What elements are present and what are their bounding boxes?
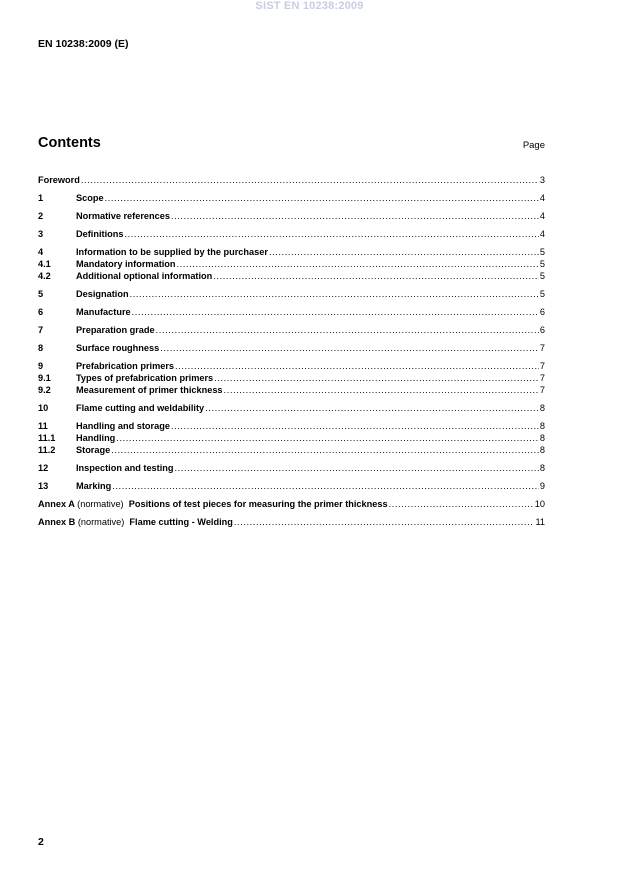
toc-entry-handling[interactable]: 11.1 Handling ..... 8 (38, 432, 545, 444)
toc-entry-marking[interactable]: 13 Marking ..... 9 (38, 480, 545, 492)
toc-entry-annex-b[interactable]: Annex B (normative) Flame cutting - Welding ..... 11 (38, 516, 545, 528)
toc-entry-storage[interactable]: 11.2 Storage ..... 8 (38, 444, 545, 456)
toc-entry-definitions[interactable]: 3 Definitions ..... 4 (38, 228, 545, 240)
page-column-label: Page (522, 140, 545, 151)
toc-entry-foreword[interactable]: Foreword ..... 3 (38, 174, 545, 186)
toc-entry-preparation-grade[interactable]: 7 Preparation grade ..... 6 (38, 324, 545, 336)
toc-entry-annex-a[interactable]: Annex A (normative) Positions of test pieces for measuring the primer thickness ..... 10 (38, 498, 545, 510)
toc-entry-surface-roughness[interactable]: 8 Surface roughness ..... 7 (38, 342, 545, 354)
watermark: SIST EN 10238:2009 (255, 0, 364, 12)
page-number: 2 (38, 836, 44, 848)
toc-entry-handling-storage[interactable]: 11 Handling and storage ..... 8 (38, 420, 545, 432)
contents-heading: Contents (38, 135, 101, 151)
table-of-contents (38, 174, 545, 528)
toc-entry-flame-cutting[interactable]: 10 Flame cutting and weldability ..... 8 (38, 402, 545, 414)
toc-entry-inspection-testing[interactable]: 12 Inspection and testing ..... 8 (38, 462, 545, 474)
toc-entry-manufacture[interactable]: 6 Manufacture ..... 6 (38, 306, 545, 318)
toc-entry-mandatory-information[interactable]: 4.1 Mandatory information ..... 5 (38, 258, 545, 270)
document-id: EN 10238:2009 (E) (38, 38, 129, 50)
toc-entry-normative-references[interactable]: 2 Normative references ..... 4 (38, 210, 545, 222)
toc-entry-primer-thickness[interactable]: 9.2 Measurement of primer thickness ..... 7 (38, 384, 545, 396)
toc-entry-types-of-primers[interactable]: 9.1 Types of prefabrication primers ..... 7 (38, 372, 545, 384)
toc-entry-prefabrication-primers[interactable]: 9 Prefabrication primers ..... 7 (38, 360, 545, 372)
toc-entry-information-purchaser[interactable]: 4 Information to be supplied by the purchaser ..... 5 (38, 246, 545, 258)
toc-entry-designation[interactable]: 5 Designation ..... 5 (38, 288, 545, 300)
toc-entry-additional-information[interactable]: 4.2 Additional optional information ..... 5 (38, 270, 545, 282)
toc-entry-scope[interactable]: 1 Scope ..... 4 (38, 192, 545, 204)
